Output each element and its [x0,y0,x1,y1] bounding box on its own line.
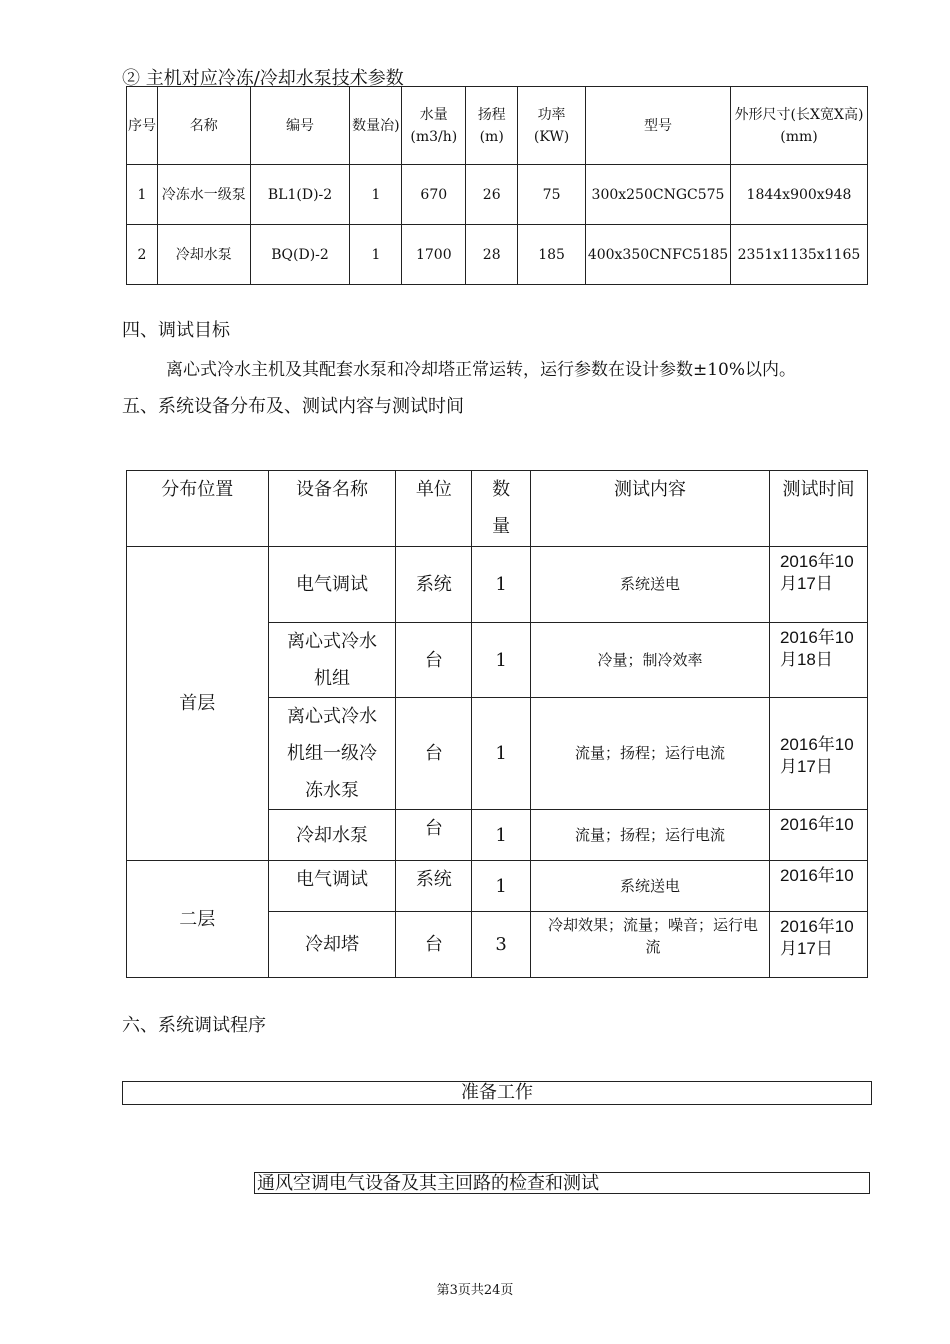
cell: 1 [472,698,531,810]
cell: 冷却水泵 [268,810,396,861]
table-header-row [127,87,868,165]
time-cell [769,698,867,810]
time-cell [769,861,867,912]
cell: 1 [472,547,531,623]
section-heading: 六、系统调试程序 [122,1015,266,1036]
time-cell [769,547,867,623]
cell: 2 [127,225,158,285]
cell: 流量；扬程；运行电流 [531,698,770,810]
header-cell: 单位 [396,471,472,547]
page-footer: 第3页共24页 [436,1283,514,1298]
cell-text: 冷却效果；流量；噪音；运行电流 [548,916,759,956]
time-cell [769,912,867,978]
cell: 1844x900x948 [730,165,867,225]
time-text: 2016年10 [779,866,854,885]
cell: 电气调试 [268,547,396,623]
header-cell: 测试内容 [531,471,770,547]
header-cell: 数量冶) [350,87,402,165]
cell [268,623,396,698]
cell: 185 [518,225,586,285]
cell: 1 [472,861,531,912]
header-cell: 外形尺寸(长X宽X高)(mm) [730,87,867,165]
cell: 1 [350,225,402,285]
cell: 台 [396,623,472,698]
cell: 300x250CNGC575 [586,165,731,225]
cell: 400x350CNFC5185 [586,225,731,285]
table-row [127,165,868,225]
time-cell [769,623,867,698]
cell: 670 [402,165,466,225]
header-cell: 功率 (KW) [518,87,586,165]
cell: 系统 [396,861,472,912]
cell: 台 [396,698,472,810]
cell: BL1(D)-2 [250,165,350,225]
cell-text: 离心式冷水机组 [286,631,377,689]
cell: 2351x1135x1165 [730,225,867,285]
header-cell [472,471,531,547]
cell: 冷冻水一级泵 [157,165,250,225]
header-cell: 测试时间 [769,471,867,547]
header-cell-text: 数量 [492,479,511,537]
section-body-text: 离心式冷水主机及其配套水泵和冷却塔正常运转，运行参数在设计参数±10%以内。 [166,360,797,380]
cell-text: 离心式冷水机组一级冷冻水泵 [286,706,377,801]
cell [531,912,770,978]
header-cell: 分布位置 [127,471,269,547]
cell: 台 [396,912,472,978]
cell: 75 [518,165,586,225]
cell: 1 [472,810,531,861]
table-header-row [127,471,868,547]
table-row [127,861,868,912]
flow-step-box: 准备工作 [122,1081,872,1105]
header-cell: 型号 [586,87,731,165]
table-row [127,547,868,623]
cell: 系统送电 [531,861,770,912]
cell: 26 [466,165,518,225]
cell: 冷量；制冷效率 [531,623,770,698]
cell: 台 [396,810,472,861]
time-text: 2016年10月17日 [779,917,854,958]
cell: 流量；扬程；运行电流 [531,810,770,861]
header-cell: 名称 [157,87,250,165]
location-cell: 二层 [127,861,269,978]
section-heading: 五、系统设备分布及、测试内容与测试时间 [122,396,464,417]
cell: BQ(D)-2 [250,225,350,285]
header-cell: 水量 (m3/h) [402,87,466,165]
section-heading: 四、调试目标 [122,320,230,341]
time-text: 2016年10 [779,815,854,834]
cell: 28 [466,225,518,285]
cell [268,698,396,810]
cell: 1 [127,165,158,225]
time-text: 2016年10月17日 [779,734,854,776]
time-text: 2016年10月17日 [779,552,854,593]
header-cell: 扬程 (m) [466,87,518,165]
time-text: 2016年10月18日 [779,628,854,669]
table-row [127,225,868,285]
cell: 冷却塔 [268,912,396,978]
cell: 冷却水泵 [157,225,250,285]
pump-parameter-table [126,86,868,285]
cell: 电气调试 [268,861,396,912]
flow-step-box: 通风空调电气设备及其主回路的检查和测试 [254,1172,870,1194]
cell: 系统送电 [531,547,770,623]
cell: 1 [350,165,402,225]
location-cell: 首层 [127,547,269,861]
header-cell: 编号 [250,87,350,165]
header-cell: 设备名称 [268,471,396,547]
equipment-distribution-table [126,470,868,978]
time-cell [769,810,867,861]
pump-section-title: ② 主机对应冷冻/冷却水泵技术参数 [122,68,404,89]
cell: 1700 [402,225,466,285]
cell: 系统 [396,547,472,623]
header-cell: 序号 [127,87,158,165]
cell: 3 [472,912,531,978]
cell: 1 [472,623,531,698]
